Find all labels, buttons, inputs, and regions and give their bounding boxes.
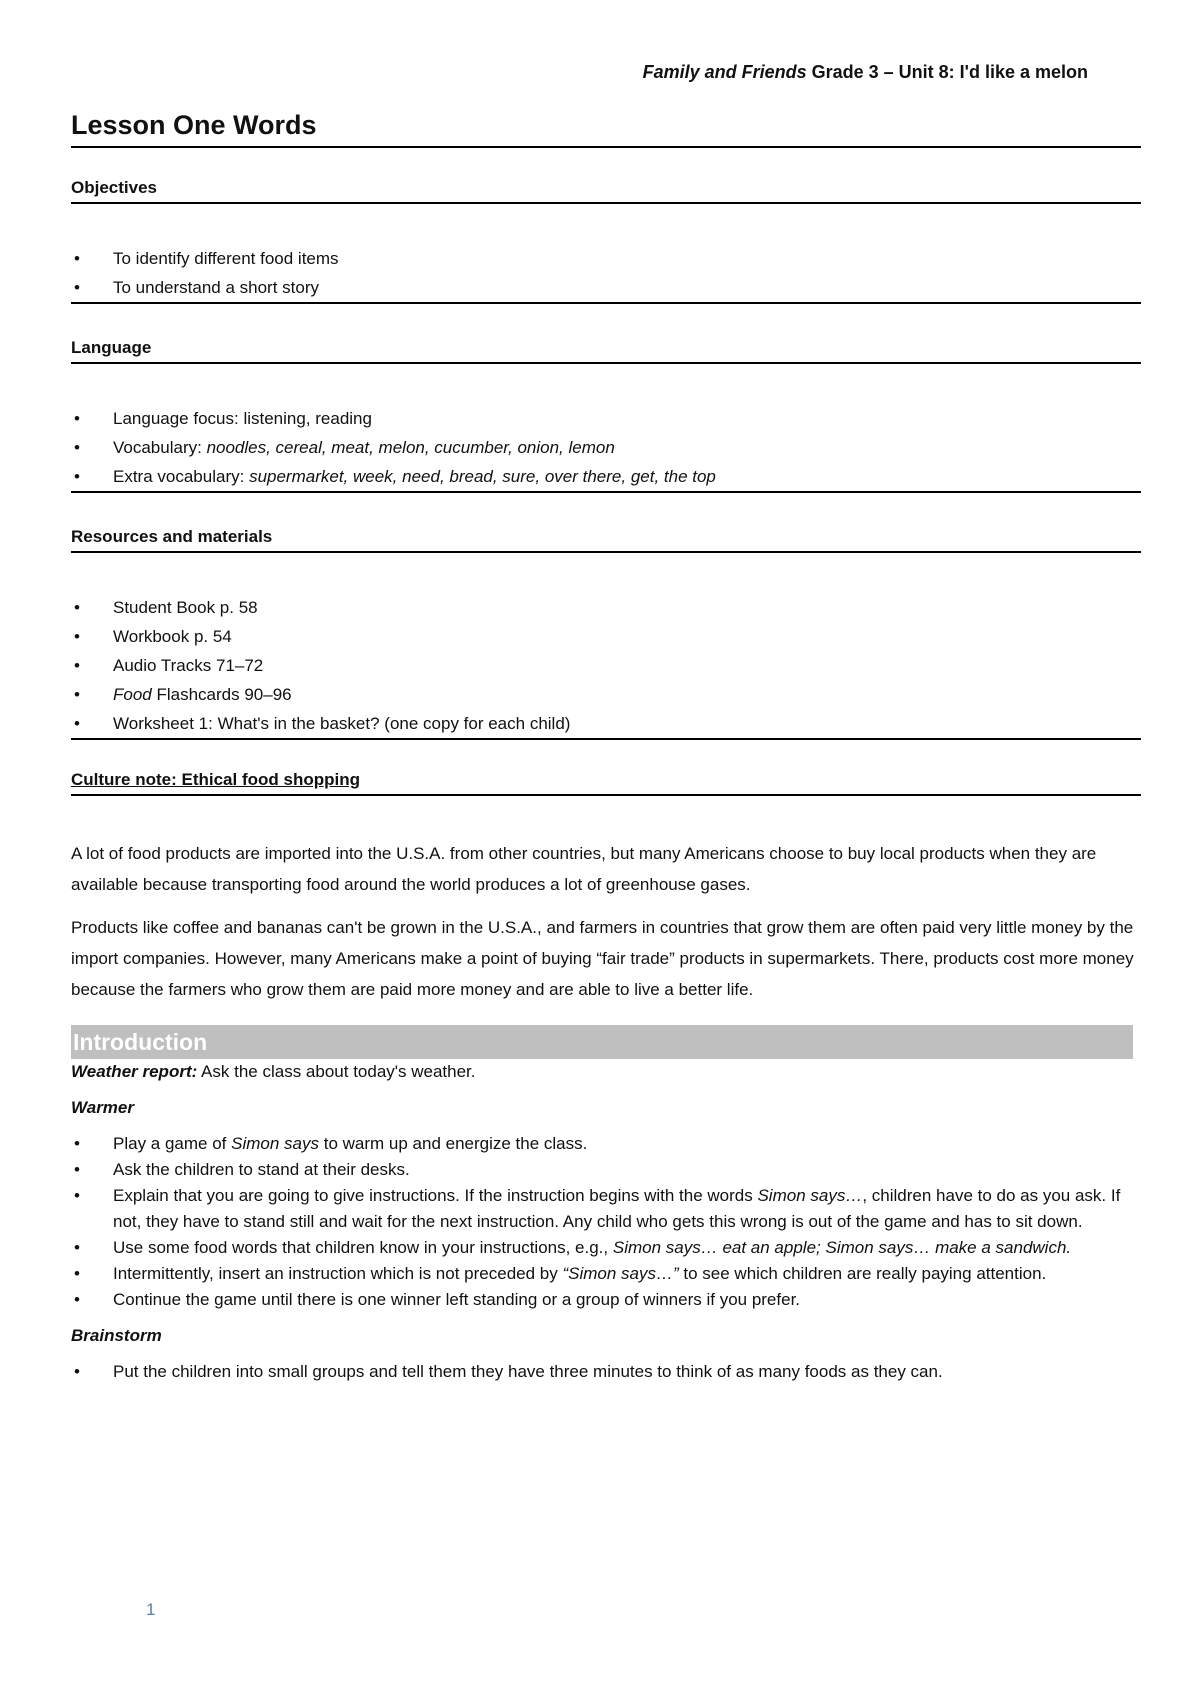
text: to warm up and energize the class.: [319, 1134, 588, 1153]
introduction-heading: Introduction: [71, 1025, 1133, 1059]
list-item: [71, 462, 1141, 491]
brainstorm-list: [71, 1359, 1141, 1385]
objectives-heading: Objectives: [71, 178, 1141, 204]
text: Intermittently, insert an instruction which is not preceded by: [113, 1264, 563, 1283]
weather-report: [71, 1059, 1141, 1085]
page-number: 1: [146, 1600, 156, 1619]
warmer-heading: Warmer: [71, 1098, 134, 1117]
language-list: [71, 404, 1141, 493]
weather-label: Weather report:: [71, 1062, 198, 1081]
example-phrase: Simon says… eat an apple; Simon says… make a sandwich.: [612, 1238, 1072, 1257]
content: [71, 110, 1141, 1385]
resources-heading: Resources and materials: [71, 527, 1141, 553]
culture-paragraph-1: A lot of food products are imported into the U.S.A. from other countries, but many Americans choose to buy local products when they are available because transporting food around the world produces a lot of greenhouse gases.: [71, 844, 1097, 894]
resources-list: [71, 593, 1141, 740]
objectives-list: [71, 244, 1141, 304]
unit-title: Grade 3 – Unit 8: I'd like a melon: [806, 62, 1088, 82]
vocab-words: noodles, cereal, meat, melon, cucumber, onion, lemon: [206, 438, 615, 457]
list-item: • Workbook p. 54: [71, 622, 1141, 651]
running-header: [643, 62, 1088, 83]
extra-vocab-words: supermarket, week, need, bread, sure, over there, get, the top: [249, 467, 716, 486]
game-phrase: “Simon says…”: [562, 1264, 679, 1283]
list-item: [71, 680, 1141, 709]
extra-vocab-label: Extra vocabulary:: [113, 467, 250, 486]
text: Explain that you are going to give instructions. If the instruction begins with the words: [113, 1186, 758, 1205]
list-item: • Worksheet 1: What's in the basket? (one copy for each child): [71, 709, 1141, 738]
flashcards-topic: Food: [113, 685, 152, 704]
flashcards-text: Flashcards 90–96: [151, 685, 292, 704]
list-item: • Language focus: listening, reading: [71, 404, 1141, 433]
list-item: • Continue the game until there is one winner left standing or a group of winners if you prefer.: [71, 1287, 1141, 1313]
text: Use some food words that children know in your instructions, e.g.,: [113, 1238, 613, 1257]
text: Play a game of: [113, 1134, 232, 1153]
list-item: • To understand a short story: [71, 273, 1141, 302]
list-item: • Audio Tracks 71–72: [71, 651, 1141, 680]
series-name: Family and Friends: [642, 62, 807, 82]
list-item: [71, 433, 1141, 462]
list-item: • Ask the children to stand at their desks.: [71, 1157, 1141, 1183]
list-item: • Put the children into small groups and tell them they have three minutes to think of as many foods as they can.: [71, 1359, 1141, 1385]
weather-text: Ask the class about today's weather.: [197, 1062, 476, 1081]
text: , children have to do as you ask. If not, they have to stand still and wait for the next instruction. Any child who gets this wrong is out of the game and has to sit down.: [113, 1186, 1121, 1231]
list-item: [71, 1235, 1141, 1261]
list-item: [71, 1261, 1141, 1287]
brainstorm-heading: Brainstorm: [71, 1326, 162, 1345]
text: to see which children are really paying attention.: [678, 1264, 1047, 1283]
language-heading: Language: [71, 338, 1141, 364]
culture-paragraph-2: Products like coffee and bananas can't be grown in the U.S.A., and farmers in countries that grow them are often paid very little money by the import companies. However, many Americans make a point of buying “fair trade” products in supermarkets. There, products cost more money because the farmers who grow them are paid more money and are able to live a better life.: [71, 918, 1134, 999]
warmer-list: [71, 1131, 1141, 1313]
game-phrase: Simon says…: [757, 1186, 863, 1205]
culture-heading: Culture note: Ethical food shopping: [71, 770, 1141, 796]
list-item: • Student Book p. 58: [71, 593, 1141, 622]
game-name: Simon says: [231, 1134, 319, 1153]
list-item: [71, 1183, 1141, 1235]
list-item: [71, 1131, 1141, 1157]
lesson-title: Lesson One Words: [71, 110, 1141, 148]
vocab-label: Vocabulary:: [113, 438, 207, 457]
list-item: • To identify different food items: [71, 244, 1141, 273]
